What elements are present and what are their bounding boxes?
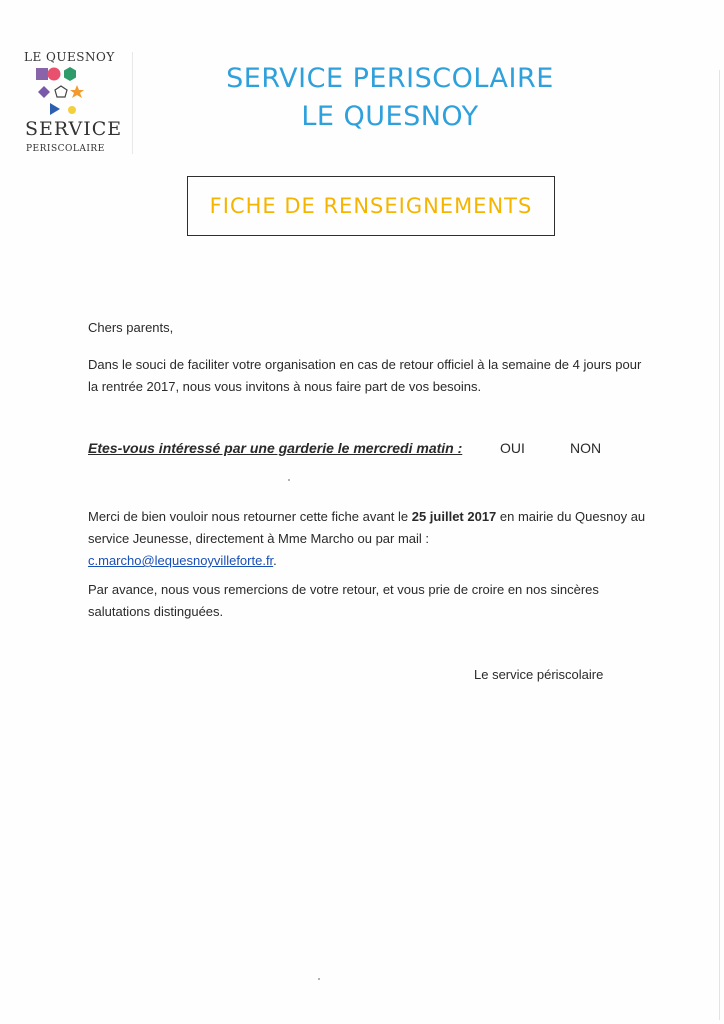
logo-text-middle: SERVICE (25, 118, 123, 140)
blue-triangle-shape (50, 103, 60, 115)
page-title (140, 60, 640, 136)
scan-speck (318, 978, 320, 980)
logo-text-top: LE QUESNOY (24, 50, 115, 64)
email-link[interactable]: c.marcho@lequesnoyvilleforte.fr (88, 553, 274, 568)
logo-shapes-icon (30, 66, 110, 118)
purple-square-shape (36, 68, 48, 80)
option-yes[interactable]: OUI (500, 440, 525, 456)
pentagon-outline-shape (55, 86, 67, 97)
paragraph-closing: Par avance, nous vous remercions de votre retour, et vous prie de croire en nos sincères salutations distinguées. (88, 582, 599, 619)
green-hexagon-shape (64, 67, 76, 81)
instructions-text-b: en mairie du Quesnoy au service Jeunesse, directement à Mme Marcho ou par mail : (88, 509, 646, 546)
form-title: FICHE DE RENSEIGNEMENTS (209, 194, 533, 218)
title-line-1: SERVICE PERISCOLAIRE (226, 63, 554, 94)
form-title-box (187, 176, 555, 236)
greeting: Chers parents, (88, 320, 174, 335)
logo (20, 50, 123, 160)
scan-edge (719, 70, 720, 1020)
header-divider (132, 52, 133, 154)
deadline-date: 25 juillet 2017 (411, 509, 497, 524)
logo-text-bottom: PERISCOLAIRE (26, 144, 105, 154)
email-suffix: . (273, 553, 277, 568)
instructions-text-a: Merci de bien vouloir nous retourner cette fiche avant le (88, 509, 412, 524)
red-circle-shape (48, 68, 61, 81)
signature: Le service périscolaire (474, 667, 604, 682)
question-text: Etes-vous intéressé par une garderie le mercredi matin : (88, 440, 463, 456)
scan-speck (288, 479, 290, 481)
question-row (88, 440, 628, 456)
orange-star-shape (70, 85, 84, 98)
option-no[interactable]: NON (570, 440, 602, 456)
yellow-dot-shape (68, 106, 76, 114)
purple-diamond-shape (38, 86, 50, 98)
paragraph-instructions (88, 506, 648, 572)
paragraph-intro: Dans le souci de faciliter votre organisation en cas de retour officiel à la semaine de 4 jours pour la rentrée 2017, nous vous invitons à nous faire part de vos besoins. (88, 357, 642, 394)
title-line-2: LE QUESNOY (301, 100, 479, 132)
